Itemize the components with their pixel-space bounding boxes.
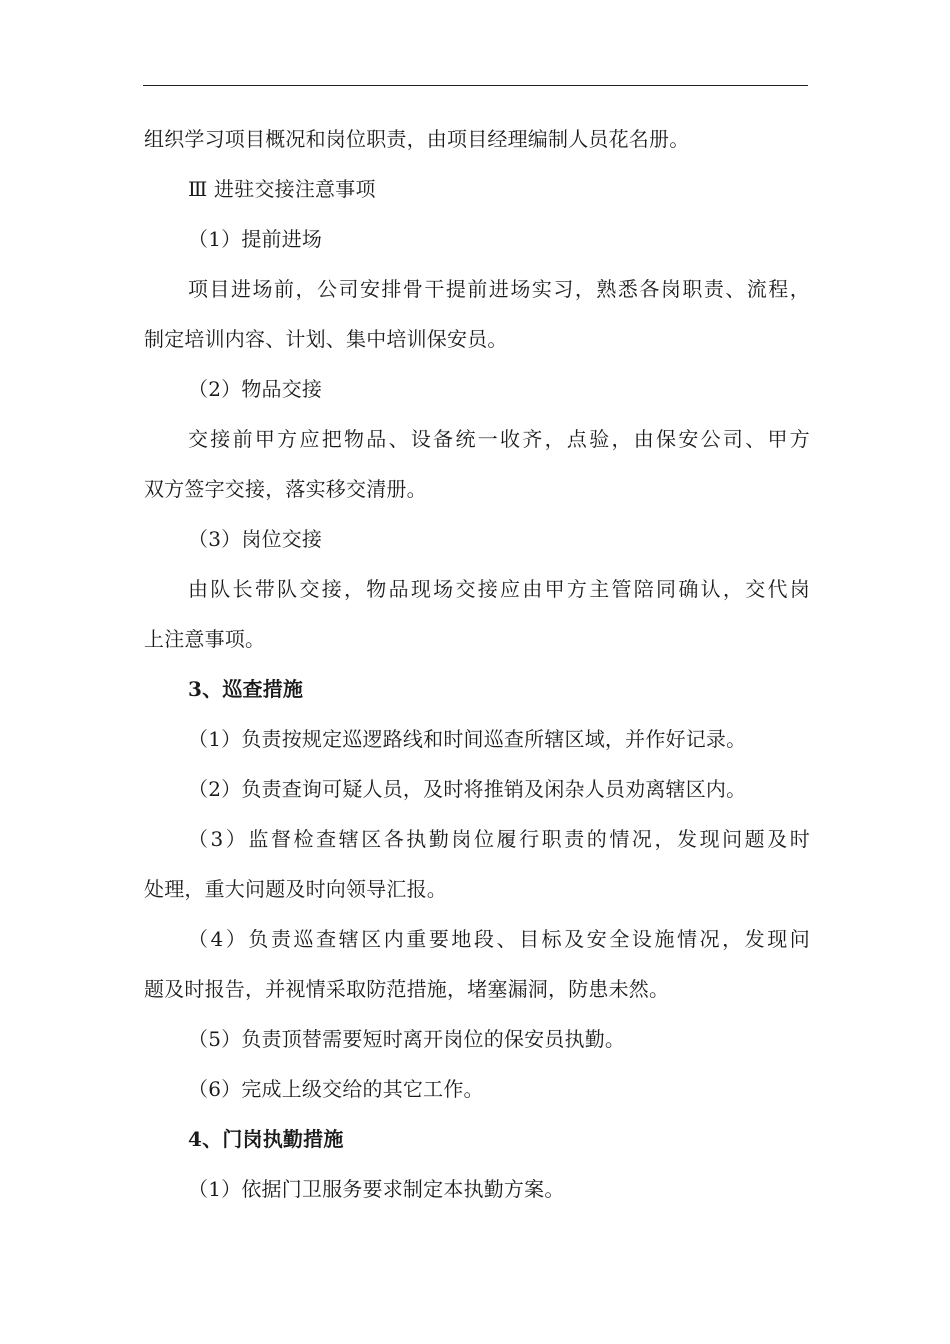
list-item: （5）负责顶替需要短时离开岗位的保安员执勤。 <box>188 1027 626 1051</box>
paragraph-line: 双方签字交接，落实移交清册。 <box>144 477 427 501</box>
subsection-heading: （2）物品交接 <box>188 377 323 401</box>
header-rule <box>143 85 808 86</box>
subsection-heading: （1）提前进场 <box>188 227 323 251</box>
section-heading: Ⅲ 进驻交接注意事项 <box>188 177 376 201</box>
list-item: （1）负责按规定巡逻路线和时间巡查所辖区域，并作好记录。 <box>188 727 747 751</box>
list-item-continuation: 处理，重大问题及时向领导汇报。 <box>144 877 447 901</box>
section-heading-gate-duty: 4、门岗执勤措施 <box>188 1127 344 1151</box>
list-item: （1）依据门卫服务要求制定本执勤方案。 <box>188 1177 565 1201</box>
subsection-heading: （3）岗位交接 <box>188 527 323 551</box>
list-item: （4）负责巡查辖区内重要地段、目标及安全设施情况，发现问 <box>188 927 810 951</box>
list-item-continuation: 题及时报告，并视情采取防范措施，堵塞漏洞，防患未然。 <box>144 977 670 1001</box>
paragraph-line: 上注意事项。 <box>144 627 266 651</box>
section-heading-patrol: 3、巡查措施 <box>188 677 304 701</box>
paragraph-line: 交接前甲方应把物品、设备统一收齐，点验，由保安公司、甲方 <box>188 427 810 451</box>
document-body <box>144 114 810 1214</box>
paragraph-line: 制定培训内容、计划、集中培训保安员。 <box>144 327 508 351</box>
paragraph-line: 组织学习项目概况和岗位职责，由项目经理编制人员花名册。 <box>144 127 690 151</box>
paragraph-line: 项目进场前，公司安排骨干提前进场实习，熟悉各岗职责、流程， <box>188 277 810 301</box>
paragraph-line: 由队长带队交接，物品现场交接应由甲方主管陪同确认，交代岗 <box>188 577 810 601</box>
list-item: （3）监督检查辖区各执勤岗位履行职责的情况，发现问题及时 <box>188 827 810 851</box>
list-item: （2）负责查询可疑人员，及时将推销及闲杂人员劝离辖区内。 <box>188 777 747 801</box>
list-item: （6）完成上级交给的其它工作。 <box>188 1077 484 1101</box>
